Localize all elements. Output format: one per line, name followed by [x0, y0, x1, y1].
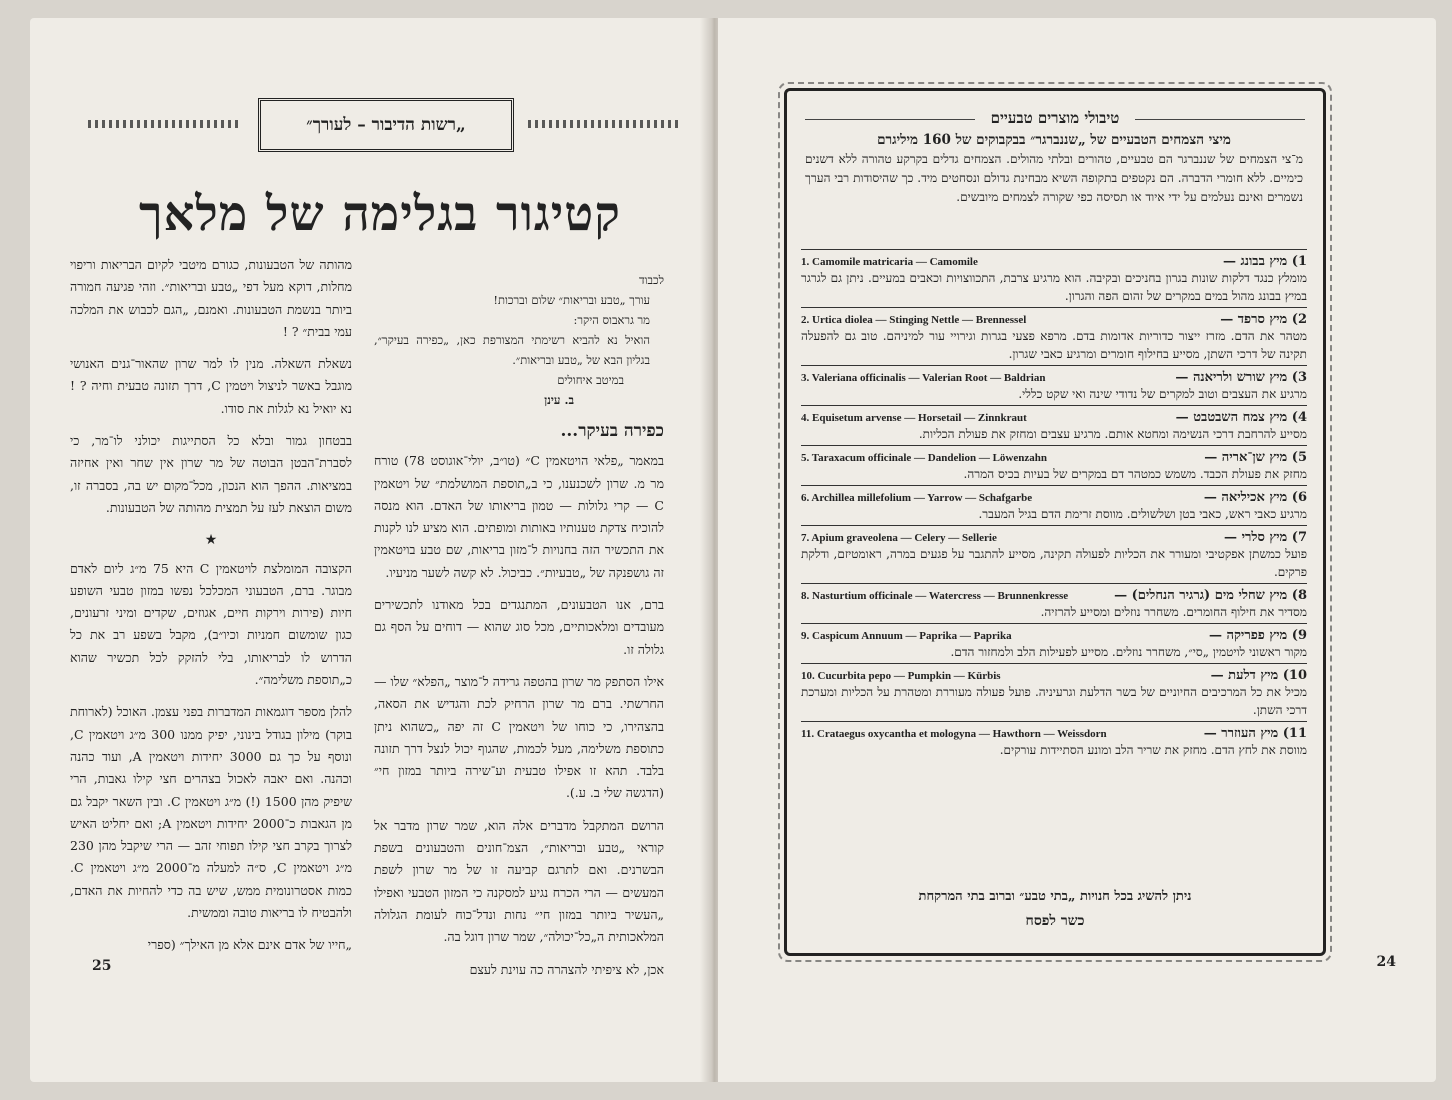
article-subhead: כפירה בעיקר...: [560, 421, 664, 441]
item-description: מומלץ כנגד דלקות שונות בגרון בחניכים ובקיבה. הוא מרגיע צרבת, התכווצויות וכאבים במעיים. ניתן גם לגרגר במיץ בבונג מהול במים במקרים של זהום הפה והגרון.: [801, 271, 1307, 303]
paragraph: במאמר „פלאי הויטאמין C״ (טו״ב, יולי־אוגוסט 78) טורח מר מ. שרון לשכנענו, כי ב„תוספת המושלמת״ של ויטאמין C — קרי גלולות — טמון בריאותו של האדם. הוא מנסה להוכיח צדקת טענותיו באותות ומופתים. הוא מציע לנו לקנות את התכשיר הזה בחנויות ל־מזון בריאות, שם טבע בויטאמין זה גושפנקה של „טבעיות״. כביכול. לא קשה לשער מניעיו.: [374, 453, 664, 580]
item-latin: 6. Archillea millefolium — Yarrow — Schafgarbe: [801, 492, 1033, 504]
list-item: [801, 445, 1307, 485]
paragraph: להלן מספר דוגמאות המדברות בפני עצמן. האוכל (לארוחת בוקר) מילון בגודל בינוני, יפיק ממנו 300 מ״ג ויטאמין C, ונוסף על כך גם 3000 יחידות ויטאמין A, ועוד כהנה וכהנה. ואם יאבה לאכול בצהרים חצי קילו גאבות, הרי שיפיק מהן 1500 (!) מ״ג ויטאמין C. ובין השאר יקבל גם מן הגאבות כ־2000 יחידות ויטאמין A; ואם יחליט האיש לצרוך בקרב חצי קילו תפוחי זהב — הרי שיקבל מהן 230 מ״ג ויטאמין C, ס״ה למעלה מ־2000 מ״ג ויטאמין C. כמות אסטרונומית ממש, שיש בה כדי להחיות את האדם, ולהבטיח לו בריאות טובה וממשית.: [70, 704, 353, 921]
list-item: [801, 663, 1307, 721]
item-title: 8) מיץ שחלי מים (גרגיר הנחלים) —: [1114, 588, 1307, 603]
letter-signature: ב. עינן: [544, 393, 574, 407]
paragraph: הקצובה המומלצת לויטאמין C היא 75 מ״ג ליום לאדם מבוגר. ברם, הטבעוני המכלכל נפשו במזון טבעי השופע חיות (פירות וירקות חיים, אגוזים, שקדים ומיני זרעונים, כגון שומשום חמניות וכיו״ב), מקבל בשפע רב את כל הדרוש לו לבריאותו, בלי להזקק לכל תכשיר שהוא כ„תוספת משלימה״.: [70, 560, 352, 688]
item-description: מחזק את פעולת הכבד. משמש כמטהר דם במקרים של בעיות בכיס המרה.: [963, 467, 1307, 481]
paragraph: ברם, אנו הטבעונים, המתנגדים בכל מאודנו לתכשירים מעובדים ומלאכותיים, מכל סוג שהוא — דוחים על הסף גם גלולה זו.: [374, 597, 664, 657]
item-description: מווסת את לחץ הדם. מחזק את שריר הלב ומונע הסתיידות עורקים.: [999, 743, 1307, 757]
list-item: [801, 405, 1307, 445]
banner-ornament-right: [528, 120, 678, 128]
section-star-icon: ★: [204, 532, 218, 549]
banner-title: „רשות הדיבור – לעורך״: [258, 98, 514, 152]
letter-to: לכבוד: [638, 273, 664, 287]
item-latin: 3. Valeriana officinalis — Valerian Root — Baldrian: [801, 372, 1046, 384]
product-list: [801, 249, 1307, 761]
item-description: מטהר את הדם. מזרז ייצור כדוריות אדומות בדם. מרפא פצעי בגרות וגירויי עור למיניהם. טוב גם להפעלה תקינה של דרכי השתן, מסייע בחילוף חומרים ומרגיע כאבי שגרון.: [801, 329, 1307, 361]
letter-greeting: מר גראבוס היקר:: [573, 313, 650, 327]
letter-closing: במיטב איחולים: [557, 373, 624, 387]
item-latin: 2. Urtica diolea — Stinging Nettle — Brennessel: [801, 314, 1027, 326]
paragraph: הרושם המתקבל מדברים אלה הוא, שמר שרון מדבר אל קוראי „טבע ובריאות״, הצמ־חונים והטבעונים בשפת הבשרנים. ואם לתרגם קביעה זו של מר שרון לשפת המעשים — הרי הכרח נגיע למסקנה כי המזון הטבעי ואפילו „העשיר ביותר במזון חי״ נחות ונדל־כוח לעומת הגלולה המלאכותית ה„כל־יכולה״, שמר שרון דוגל בה.: [374, 817, 664, 945]
item-latin: 4. Equisetum arvense — Horsetail — Zinnkraut: [801, 412, 1027, 424]
item-description: מסייע להרחבת דרכי הנשימה ומחטא אותם. מרגיע עצבים ומחזק את פעולת הכליות.: [918, 427, 1307, 441]
item-latin: 11. Crataegus oxycantha et mologyna — Hawthorn — Weissdorn: [801, 728, 1107, 740]
advertisement-frame: [784, 88, 1326, 956]
availability-note: ניתן להשיג בכל חנויות „בתי טבע״ וברוב בתי המרקחת: [918, 889, 1192, 904]
item-title: 4) מיץ צמח השבטבט —: [1175, 410, 1307, 425]
letter-body: הואיל נא להביא רשימתי המצורפת כאן, „כפירה בעיקר״, בגליון הבא של „טבע ובריאות״.: [374, 333, 650, 367]
article-headline: קטיגור בגלימה של מלאך: [139, 186, 621, 242]
item-title: 7) מיץ סלרי —: [1224, 530, 1307, 545]
page-number-left: 25: [92, 958, 112, 974]
item-description: מכיל את כל המרכיבים החיוניים של בשר הדלעת וגרעיניה. פועל פעולה מעוררת ומטהרת על הכליות ומערכת דרכי השתן.: [801, 685, 1307, 717]
article-column-first: [374, 270, 664, 991]
item-title: 1) מיץ בבונג —: [1222, 254, 1307, 269]
paragraph: אכן, לא ציפיתי להצהרה כה עוינת לעצם: [469, 961, 664, 977]
list-item: [801, 525, 1307, 583]
item-title: 11) מיץ העוזרר —: [1203, 726, 1307, 741]
right-page: [718, 18, 1436, 1082]
item-latin: 5. Taraxacum officinale — Dandelion — Löwenzahn: [801, 452, 1047, 464]
item-description: מסדיר את חילוף החומרים. משחרר נוזלים ומסייע להרזיה.: [1040, 605, 1307, 619]
list-item: [801, 249, 1307, 307]
editor-banner: [88, 88, 678, 158]
item-latin: 8. Nasturtium officinale — Watercress — Brunnenkresse: [801, 590, 1069, 602]
list-item: [801, 583, 1307, 623]
item-title: 3) מיץ שורש ולריאנה —: [1175, 370, 1307, 385]
item-title: 9) מיץ פפריקה —: [1208, 628, 1307, 643]
paragraph: נשאלת השאלה. מנין לו למר שרון שהאור־גנים האנושי מוגבל באשר לניצול ויטמין C, דרך תזונה טבעית וחיה ? ! נא יואיל נא לגלות את סודו.: [70, 356, 352, 416]
paragraph: בבטחון גמור ובלא כל הסתייגות יכולני לו־מר, כי לסברת־הבטן הבוטה של מר שרון אין שחר ואין אחיזה במציאות. ההפך הוא הנכון, מכל־מקום יש בה, בסברה זו, משום הוצאת לעז על תמצית מהותה של הטבעונות.: [70, 433, 352, 515]
item-description: פועל כמשתן אפקטיבי ומעורר את הכליות לפעולה תקינה, מסייע להתגבר על פגעים במרה, ראומטיזם, ודלקת פרקים.: [801, 547, 1307, 579]
list-item: [801, 307, 1307, 365]
intro-text: מ־צי הצמחים של שננברגר הם טבעיים, טהורים ובלתי מהולים. הצמחים גדלים בקרקע טהורה ללא דשנים כימיים. ללא חומרי הדברה. הם נקטפים בתקופה השיא מבחינת גדולם ונסחטים מיד. כך שהיסודות רבי הערך נשמרים ואינם נעלמים על ידי איוד או תסיסה כפי שקורה לצמחים מיובשים.: [805, 152, 1303, 204]
item-latin: 9. Caspicum Annuum — Paprika — Paprika: [801, 630, 1012, 642]
item-latin: 7. Apium graveolena — Celery — Sellerie: [801, 532, 997, 544]
paragraph: אילו הסתפק מר שרון בהטפה גרידה ל־מוצר „הפלא״ שלו — החרשתי. ברם מר שרון הרחיק לכת והגדיש את הסאה, בהצהירו, כי כוחו של ויטאמין C זה יפה „כשהוא ניתן כתוספת משלימה, מעל לכמות, שהגוף יכול לנצל דרך תזונה בלבד. תהא זו אפילו טבעית וע־שירה ביותר במזון חי״ (הדגשה שלי ב. ע.).: [374, 673, 664, 801]
letter-editor-line: עורך „טבע ובריאות״ שלום וברכות!: [493, 293, 650, 307]
item-description: מקור ראשוני לויטמין „סי״, משחרר נוזלים. מסייע לפעילות הלב ולמחזור הדם.: [950, 645, 1307, 659]
article-column-second: [70, 254, 352, 967]
item-latin: 10. Cucurbita pepo — Pumpkin — Kürbis: [801, 670, 1001, 682]
kosher-label: כשר לפסח: [1025, 913, 1085, 929]
list-item: [801, 623, 1307, 663]
list-item: [801, 485, 1307, 525]
item-description: מרגיע את העצבים וטוב למקרים של נדודי שינה ואי שקט כללי.: [1018, 387, 1307, 401]
item-title: 10) מיץ דלעת —: [1210, 668, 1307, 683]
left-page: [30, 18, 708, 1082]
item-title: 2) מיץ סרפד —: [1220, 312, 1307, 327]
paragraph: „חייו של אדם אינם אלא מן האילך״ (ספרי: [147, 937, 352, 953]
item-latin: 1. Camomile matricaria — Camomile: [801, 256, 978, 268]
page-number-right: 24: [1376, 954, 1396, 970]
item-title: 5) מיץ שן־אריה —: [1204, 450, 1307, 465]
intro-heading: מיצי הצמחים הטבעיים של „שננברגר״ בבקבוקים של 160 מיליגרם: [877, 132, 1231, 148]
paragraph: מהותה של הטבעונות, כגורם מיטבי לקיום הבריאות וריפוי מחלות, דוקא מעל דפי „טבע ובריאות״. וזהי פגיעה חמורה ביותר בנשמת הטבעונות. ואמנם, „הגם לכבוש את המלכה עמי בבית״ ? !: [70, 257, 352, 339]
ad-footer: [787, 885, 1323, 933]
letter-block: [374, 270, 664, 410]
title-rule-left: [805, 119, 975, 120]
list-item: [801, 365, 1307, 405]
ad-title: טיבולי מוצרים טבעיים: [990, 109, 1120, 127]
item-description: מרגיע כאבי ראש, כאבי בטן ושלשולים. מווסת זרימת הדם בגיל המעבר.: [978, 507, 1307, 521]
list-item: [801, 721, 1307, 761]
ad-intro: [805, 131, 1303, 207]
banner-ornament-left: [88, 120, 238, 128]
item-title: 6) מיץ אכיליאה —: [1203, 490, 1307, 505]
